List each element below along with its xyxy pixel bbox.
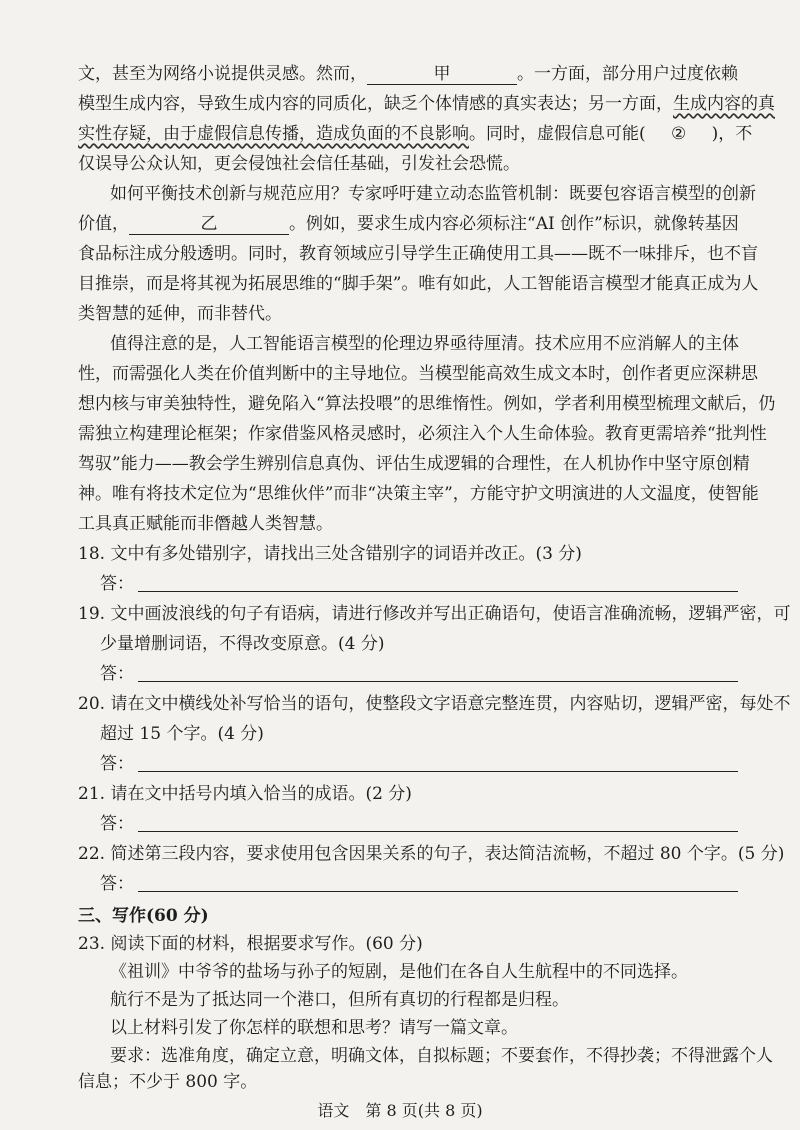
question-23: 23. 阅读下面的材料，根据要求写作。(60 分) (78, 934, 423, 954)
passage-line: 想内核与审美独特性，避免陷入“算法投喂”的思维惰性。例如，学者利用模型梳理文献后，仍 (78, 394, 776, 414)
requirements-line: 要求：选准角度，确定立意，明确文体，自拟标题；不要套作，不得抄袭；不得泄露个人 (110, 1046, 773, 1066)
passage-line: 驾驭”能力——教会学生辨别信息真伪、评估生成逻辑的合理性，在人机协作中坚守原创精 (78, 454, 750, 474)
passage-line: 工具真正赋能而非僭越人类智慧。 (78, 514, 333, 534)
answer-line-20[interactable]: 答： (100, 752, 738, 776)
requirements-line: 信息；不少于 800 字。 (78, 1072, 258, 1092)
material-prompt: 以上材料引发了你怎样的联想和思考？请写一篇文章。 (110, 1018, 518, 1038)
question-22: 22. 简述第三段内容，要求使用包含因果关系的句子，表达简洁流畅，不超过 80 个字。(5 分) (78, 844, 785, 864)
question-18: 18. 文中有多处错别字，请找出三处含错别字的词语并改正。(3 分) (78, 544, 582, 564)
passage-line: 如何平衡技术创新与规范应用？专家呼吁建立动态监管机制：既要包容语言模型的创新 (110, 184, 756, 204)
wavy-underlined-sentence: 实性存疑，由于虚假信息传播，造成负面的不良影响 (78, 124, 469, 144)
section-title-writing: 三、写作(60 分) (78, 906, 209, 926)
passage-line: 神。唯有将技术定位为“思维伙伴”而非“决策主宰”，方能守护文明演进的人文温度，使智能 (78, 484, 759, 504)
passage-line: 性，而需强化人类在价值判断中的主导地位。当模型能高效生成文本时，创作者更应深耕思 (78, 364, 758, 384)
passage-line: 实性存疑，由于虚假信息传播，造成负面的不良影响。同时，虚假信息可能( ② )，不 (78, 124, 753, 144)
blank-2: ② (671, 124, 687, 144)
question-20-cont: 超过 15 个字。(4 分) (100, 724, 264, 744)
passage-line: 目推崇，而是将其视为拓展思维的“脚手架”。唯有如此，人工智能语言模型才能真正成为人 (78, 274, 759, 294)
passage-line: 值得注意的是，人工智能语言模型的伦理边界亟待厘清。技术应用不应消解人的主体 (110, 334, 739, 354)
material-line: 《祖训》中爷爷的盐场与孙子的短剧，是他们在各自人生航程中的不同选择。 (110, 962, 688, 982)
answer-line-19[interactable]: 答： (100, 662, 738, 686)
passage-line: 文，甚至为网络小说提供灵感。然而， 甲 。一方面，部分用户过度依赖 (78, 64, 738, 84)
passage-line: 食品标注成分般透明。同时，教育领域应引导学生正确使用工具——既不一味排斥，也不盲 (78, 244, 758, 264)
blank-jia: 甲 (367, 64, 517, 85)
passage-line: 类智慧的延伸，而非替代。 (78, 304, 282, 324)
passage-line: 仅误导公众认知，更会侵蚀社会信任基础，引发社会恐慌。 (78, 154, 520, 174)
material-line: 航行不是为了抵达同一个港口，但所有真切的行程都是归程。 (110, 990, 569, 1010)
passage-line: 价值， 乙 。例如，要求生成内容必须标注“AI 创作”标识，就像转基因 (78, 214, 739, 234)
question-20: 20. 请在文中横线处补写恰当的语句，使整段文字语意完整连贯，内容贴切，逻辑严密，每处不 (78, 694, 791, 714)
question-19-cont: 少量增删词语，不得改变原意。(4 分) (100, 634, 385, 654)
blank-yi: 乙 (129, 214, 289, 235)
passage-line: 模型生成内容，导致生成内容的同质化，缺乏个体情感的真实表达；另一方面，生成内容的真 (78, 94, 775, 114)
page-footer: 语文 第 8 页(共 8 页) (317, 1101, 483, 1120)
answer-line-21[interactable]: 答： (100, 812, 738, 836)
question-19: 19. 文中画波浪线的句子有语病，请进行修改并写出正确语句，使语言准确流畅，逻辑严密，可 (78, 604, 791, 624)
passage-line: 需独立构建理论框架；作家借鉴风格灵感时，必须注入个人生命体验。教育更需培养“批判性 (78, 424, 767, 444)
wavy-underlined-sentence: 生成内容的真 (673, 94, 775, 114)
answer-line-18[interactable]: 答： (100, 572, 738, 596)
question-21: 21. 请在文中括号内填入恰当的成语。(2 分) (78, 784, 412, 804)
answer-line-22[interactable]: 答： (100, 872, 738, 896)
